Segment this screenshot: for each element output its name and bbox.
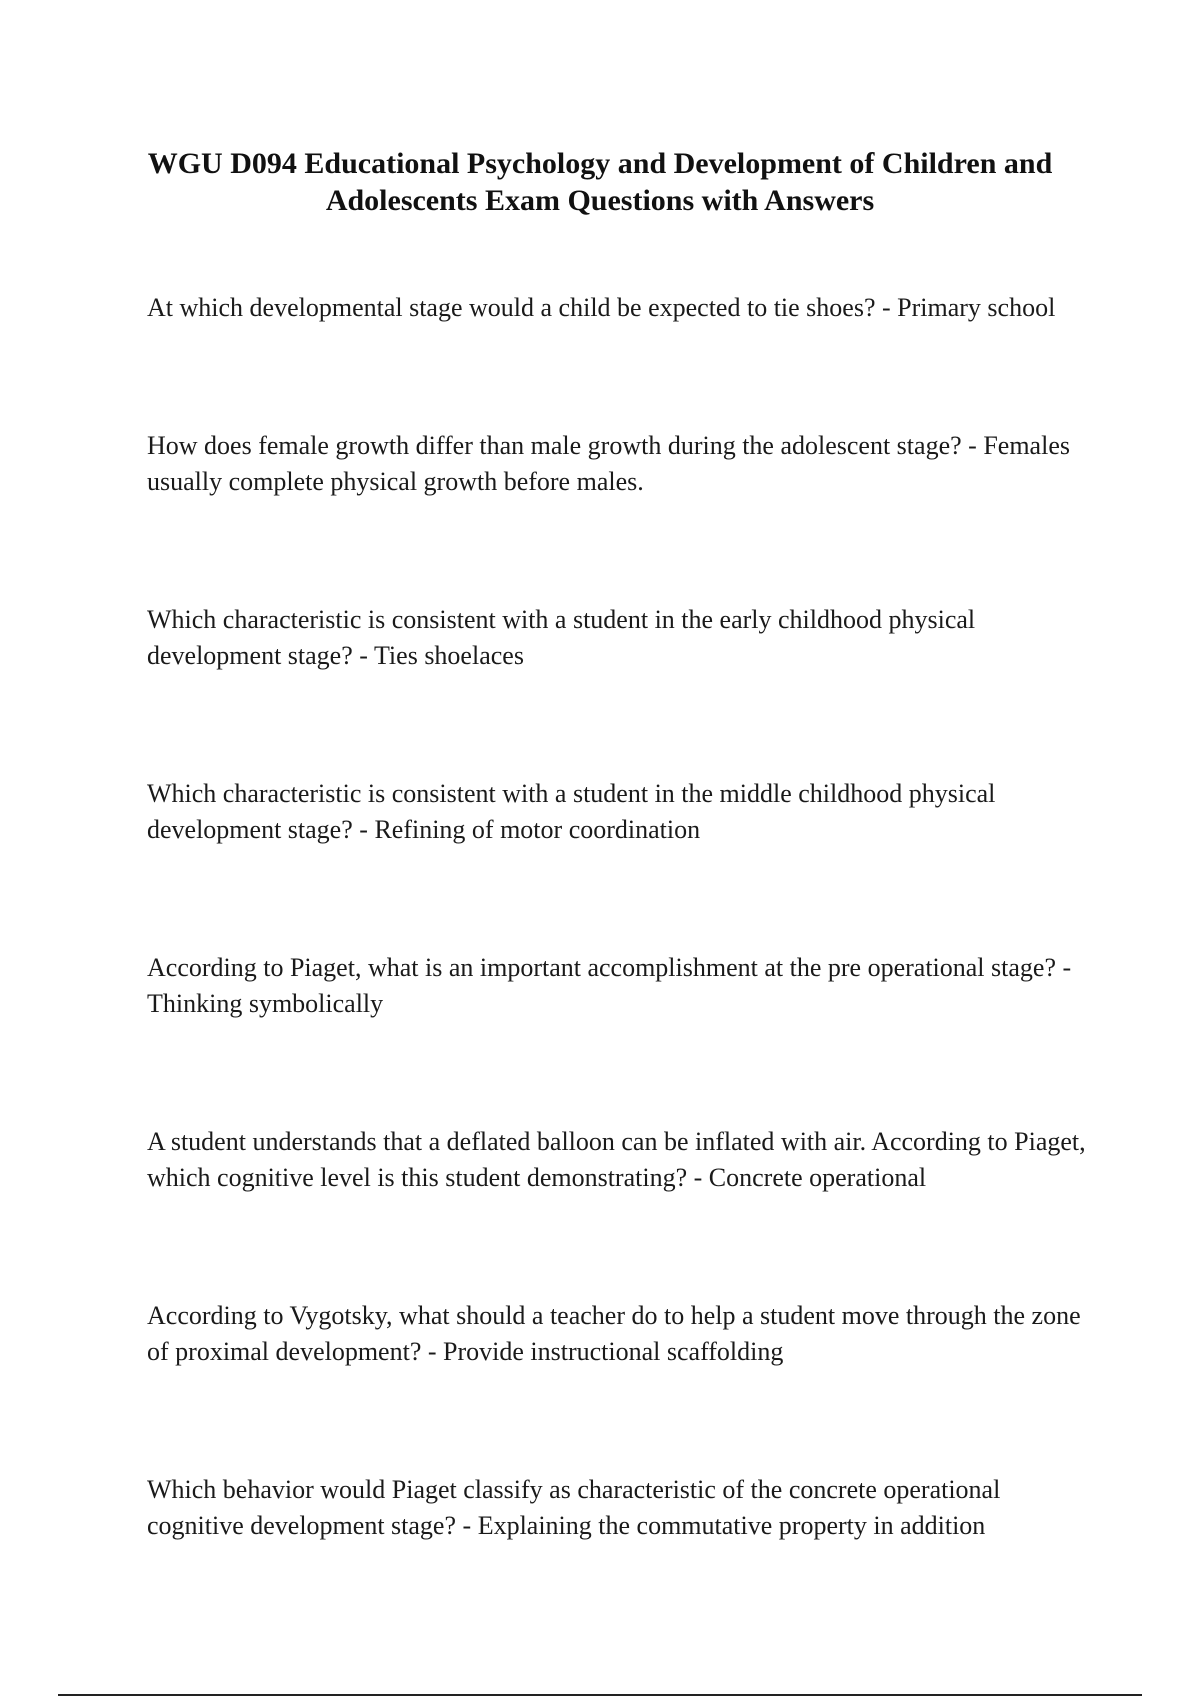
qa-separator: - [687,1163,709,1192]
qa-separator: - [421,1337,444,1366]
qa-item [147,1472,1097,1544]
qa-item [147,950,1097,1022]
answer-text: Refining of motor coordination [374,815,701,844]
footer-divider [58,1694,1142,1696]
qa-item [147,290,1097,326]
qa-separator: - [961,431,984,460]
qa-item [147,1124,1097,1196]
qa-separator: - [352,815,375,844]
answer-text: Explaining the commutative property in addition [477,1511,986,1540]
question-text: At which developmental stage would a child be expected to tie shoes? [147,293,876,322]
document-title: WGU D094 Educational Psychology and Development of Children and Adolescents Exam Questions with Answers [147,147,1053,217]
answer-text: Primary school [897,293,1056,322]
qa-separator: - [875,293,898,322]
qa-separator: - [352,641,374,670]
qa-separator: - [456,1511,478,1540]
answer-text: Thinking symbolically [147,989,384,1018]
question-text: Which characteristic is consistent with a student in the middle childhood physical development stage? [147,779,996,844]
question-text: According to Piaget, what is an important accomplishment at the pre operational stage? [147,953,1056,982]
qa-separator: - [1056,953,1072,982]
question-text: How does female growth differ than male growth during the adolescent stage? [147,431,962,460]
answer-text: Provide instructional scaffolding [443,1337,784,1366]
question-text: Which characteristic is consistent with a student in the early childhood physical development stage? [147,605,976,670]
qa-list [147,290,1097,1646]
question-text: Which behavior would Piaget classify as characteristic of the concrete operational cognitive development stage? [147,1475,1001,1540]
qa-item [147,776,1097,848]
answer-text: Concrete operational [708,1163,927,1192]
qa-item [147,602,1097,674]
question-text: A student understands that a deflated balloon can be inflated with air. According to Piaget, which cognitive level is this student demonstrating? [147,1127,1086,1192]
question-text: According to Vygotsky, what should a teacher do to help a student move through the zone of proximal development? [147,1301,1081,1366]
qa-item [147,1298,1097,1370]
answer-text: Females usually complete physical growth before males. [147,431,1070,496]
answer-text: Ties shoelaces [373,641,524,670]
qa-item [147,428,1097,500]
